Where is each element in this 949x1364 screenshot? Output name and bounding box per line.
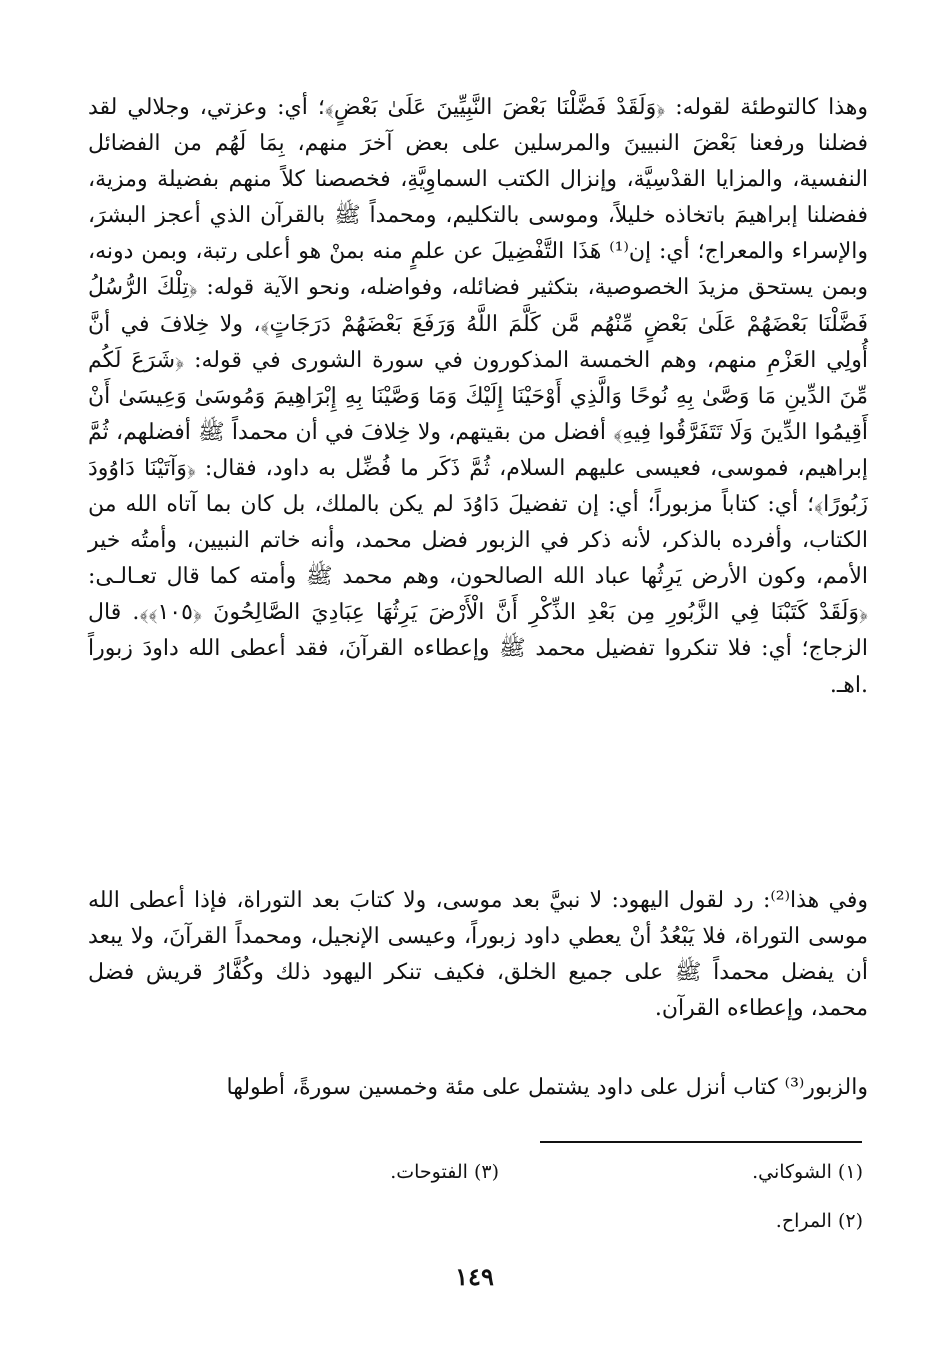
page-number: ١٤٩ — [455, 1262, 494, 1291]
footnote-2: (٢) المراح. — [775, 1210, 863, 1232]
paragraph-text: والزبور⁽³⁾ كتاب أنزل على داود يشتمل على مئة وخمسين سورةً، أطولها — [226, 1075, 868, 1100]
body-paragraph-3 — [88, 1070, 868, 1106]
paragraph-text: وفي هذا⁽²⁾: رد لقول اليهود: لا نبيَّ بعد موسى، ولا كتابَ بعد التوراة، فإذا أعطى الله موسى التوراة، فلا يَبْعُدُ أنْ يعطي داود زبوراً، وعيسى الإنجيل، ومحمداً القرآنَ، ولا يبعد أن يفضل محمداً ﷺ على جميع الخلق، فكيف تنكر اليهود ذلك وكُفَّارُ قريش فضل محمد، وإعطاءه القرآن. — [88, 888, 868, 1022]
body-paragraph-1 — [88, 90, 868, 704]
footnote-separator — [540, 1141, 862, 1143]
footnote-1: (١) الشوكاني. — [752, 1161, 863, 1183]
paragraph-text: وهذا كالتوطئة لقوله: ﴿وَلَقَدْ فَضَّلْنَا بَعْضَ النَّبِيِّينَ عَلَىٰ بَعْضٍ﴾؛ أي: وعزتي، وجلالي لقد فضلنا ورفعنا بَعْضَ النبيينَ والمرسلين على بعض آخرَ منهم، بِمَا لَهُم من الفضائل النفسية، والمزايا القدْسِيَّة، وإنزال الكتب السماوِيَّةِ، فخصصنا كلاً منهم بفضيلة ومزية، ففضلنا إبراهيمَ باتخاذه خليلاً، وموسى بالتكليم، ومحمداً ﷺ بالقرآن الذي أعجز البشرَ، والإسراء والمعراج؛ أي: إن⁽¹⁾ هَذَا التَّفْضِيلَ عن علمٍ منه بمنْ هو أعلى رتبة، وبمن دونه، وبمن يستحق مزيدَ الخصوصية، بتكثير فضائله، وفواضله، ونحو الآية قوله: ﴿تِلْكَ الرُّسُلُ فَضَّلْنَا بَعْضَهُمْ عَلَىٰ بَعْضٍ مِّنْهُم مَّن كَلَّمَ اللَّهُ وَرَفَعَ بَعْضَهُمْ دَرَجَاتٍ﴾، ولا خِلافَ في أنَّ أُولِي العَزْمِ منهم، وهم الخمسة المذكورون في سورة الشورى في قوله: ﴿شَرَعَ لَكُم مِّنَ الدِّينِ مَا وَصَّىٰ بِهِ نُوحًا وَالَّذِي أَوْحَيْنَا إِلَيْكَ وَمَا وَصَّيْنَا بِهِ إِبْرَاهِيمَ وَمُوسَىٰ وَعِيسَىٰ أَنْ أَقِيمُوا الدِّينَ وَلَا تَتَفَرَّقُوا فِيهِ﴾ أفضل من بقيتهم، ولا خِلافَ في أن محمداً ﷺ أفضلهم، ثُمَّ إبراهيم، فموسى، فعيسى عليهم السلام، ثُمَّ ذَكَر ما فُضِّل به داود، فقال: ﴿وَآتَيْنَا دَاوُودَ زَبُورًا﴾؛ أي: كتاباً مزبوراً؛ أي: إن تفضيلَ دَاوُدَ لم يكن بالملك، بل كان بما آتاه الله من الكتاب، وأفرده بالذكر، لأنه ذكر في الزبور فضل محمد، وأنه خاتم النبيين، وأمتُه خير الأمم، وكون الأرض يَرِثُها عباد الله الصالحون، وهم محمد ﷺ وأمته كما قال تعـالـى: ﴿وَلَقَدْ كَتَبْنَا فِي الزَّبُورِ مِن بَعْدِ الذِّكْرِ أَنَّ الْأَرْضَ يَرِثُهَا عِبَادِيَ الصَّالِحُونَ ﴿١٠٥﴾﴾. قال الزجاج؛ أي: فلا تنكروا تفضيل محمد ﷺ وإعطاءه القرآنَ، فقد أعطى الله داودَ زبوراً .اهـ. — [88, 95, 869, 698]
body-paragraph-2 — [88, 883, 868, 1027]
footnote-3: (٣) الفتوحات. — [390, 1161, 499, 1183]
